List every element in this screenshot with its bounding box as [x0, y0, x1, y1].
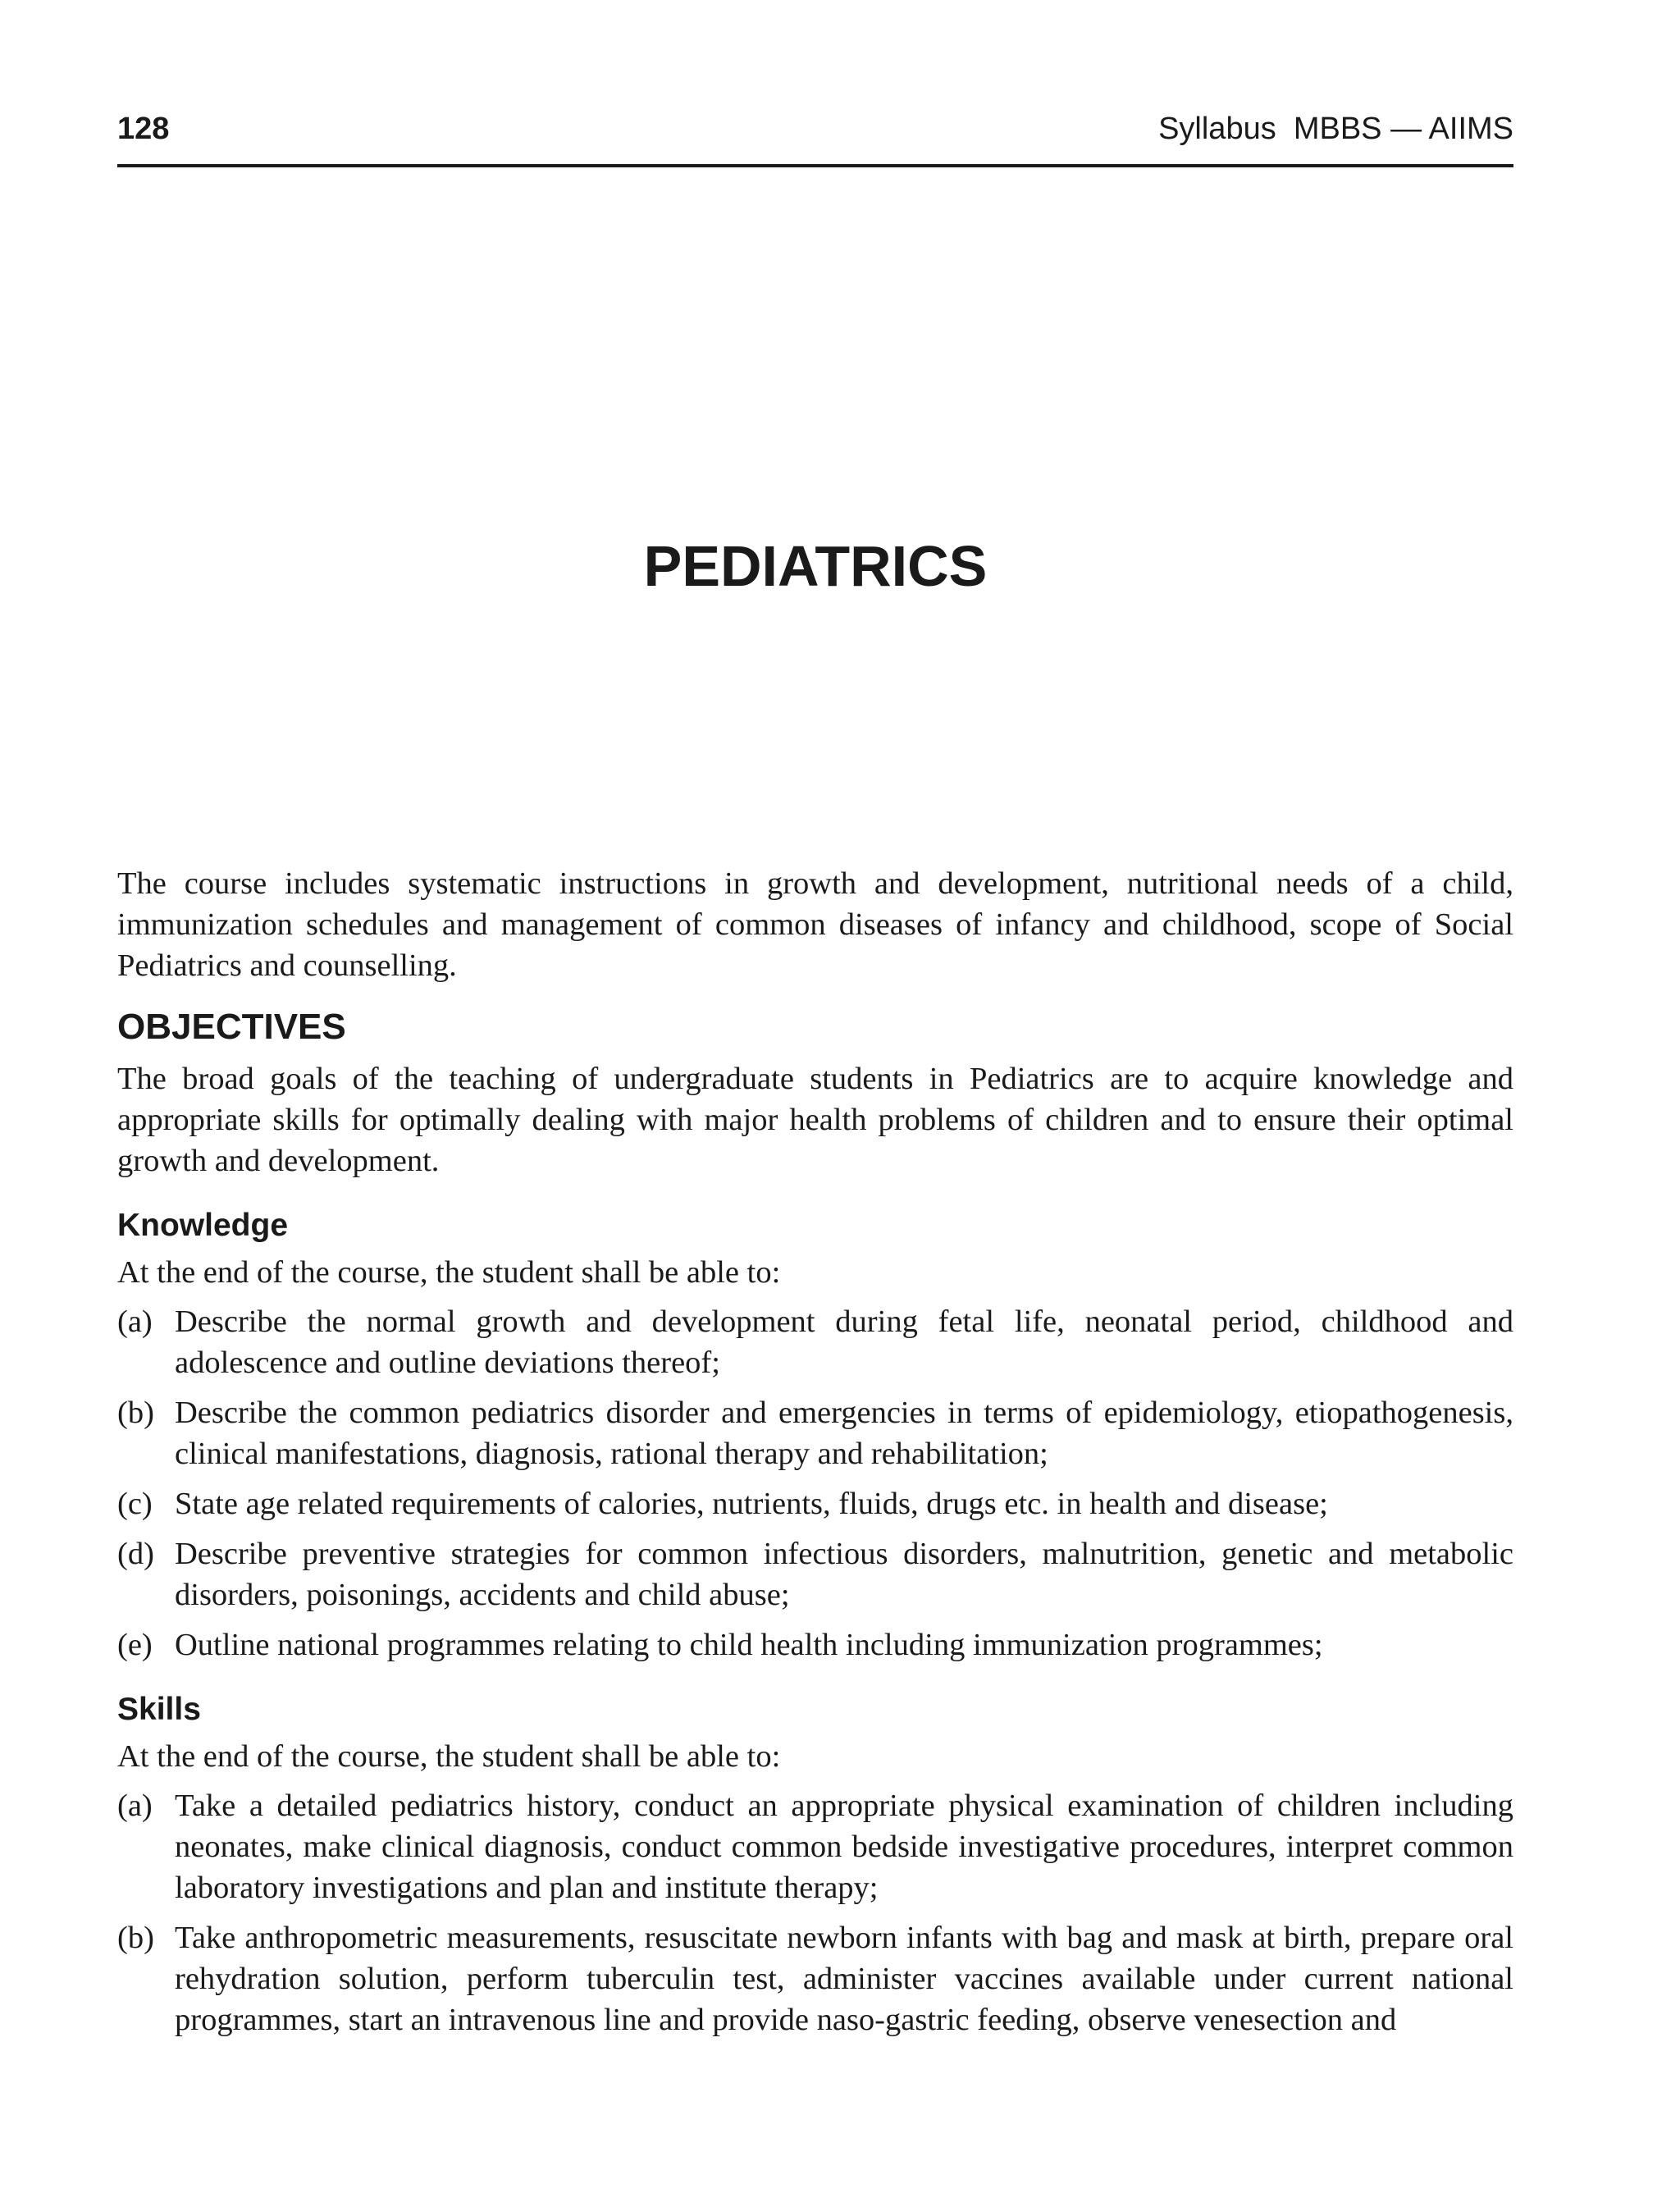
list-marker: (d) — [117, 1537, 154, 1571]
list-item — [117, 1917, 1513, 2040]
skills-intro: At the end of the course, the student shall be able to: — [117, 1739, 781, 1774]
document-body — [117, 863, 1513, 2049]
list-marker: (b) — [117, 1921, 154, 1955]
list-marker: (c) — [117, 1487, 153, 1521]
running-head: Syllabus MBBS — AIIMS — [1158, 112, 1513, 146]
document-page — [117, 0, 1513, 2202]
list-item-text: Take anthropometric measurements, resuscitate newborn infants with bag and mask at birth, prepare oral rehydration solution, perform tuberculin test, administer vaccines available under current national programmes, start an intravenous line and provide naso-gastric feeding, observe venesection and — [175, 1921, 1513, 2037]
list-item — [117, 1301, 1513, 1383]
list-item — [117, 1624, 1513, 1665]
list-marker: (a) — [117, 1789, 153, 1823]
list-marker: (b) — [117, 1396, 154, 1430]
list-marker: (a) — [117, 1304, 153, 1339]
intro-paragraph: The course includes systematic instructions in growth and development, nutritional needs of a child, immunization schedules and management of common diseases of infancy and childhood, scope of Social Pediatrics and counselling. — [117, 866, 1513, 983]
list-item — [117, 1483, 1513, 1524]
list-item-text: State age related requirements of calories, nutrients, fluids, drugs etc. in health and disease; — [175, 1487, 1328, 1521]
knowledge-intro: At the end of the course, the student shall be able to: — [117, 1255, 781, 1290]
list-item — [117, 1785, 1513, 1908]
skills-list — [117, 1785, 1513, 2040]
list-item-text: Outline national programmes relating to child health including immunization programmes; — [175, 1628, 1323, 1662]
knowledge-heading: Knowledge — [117, 1208, 289, 1243]
objectives-paragraph: The broad goals of the teaching of undergraduate students in Pediatrics are to acquire knowledge and appropriate skills for optimally dealing with major health problems of children and to ensure their optimal growth and development. — [117, 1062, 1513, 1178]
list-item-text: Describe the common pediatrics disorder and emergencies in terms of epidemiology, etiopathogenesis, clinical manifestations, diagnosis, rational therapy and rehabilitation; — [175, 1396, 1513, 1471]
page-header — [117, 107, 1513, 167]
list-marker: (e) — [117, 1628, 153, 1662]
list-item-text: Describe the normal growth and development during fetal life, neonatal period, childhood and adolescence and outline deviations thereof; — [175, 1304, 1513, 1380]
list-item — [117, 1392, 1513, 1474]
objectives-heading: OBJECTIVES — [117, 1007, 346, 1047]
page-number: 128 — [117, 112, 170, 146]
list-item — [117, 1533, 1513, 1615]
chapter-title: PEDIATRICS — [643, 534, 988, 598]
knowledge-list — [117, 1301, 1513, 1665]
list-item-text: Take a detailed pediatrics history, conduct an appropriate physical examination of children including neonates, make clinical diagnosis, conduct common bedside investigative procedures, interpret common laboratory investigations and plan and institute therapy; — [175, 1789, 1513, 1905]
list-item-text: Describe preventive strategies for common infectious disorders, malnutrition, genetic and metabolic disorders, poisonings, accidents and child abuse; — [175, 1537, 1513, 1612]
skills-heading: Skills — [117, 1692, 201, 1727]
